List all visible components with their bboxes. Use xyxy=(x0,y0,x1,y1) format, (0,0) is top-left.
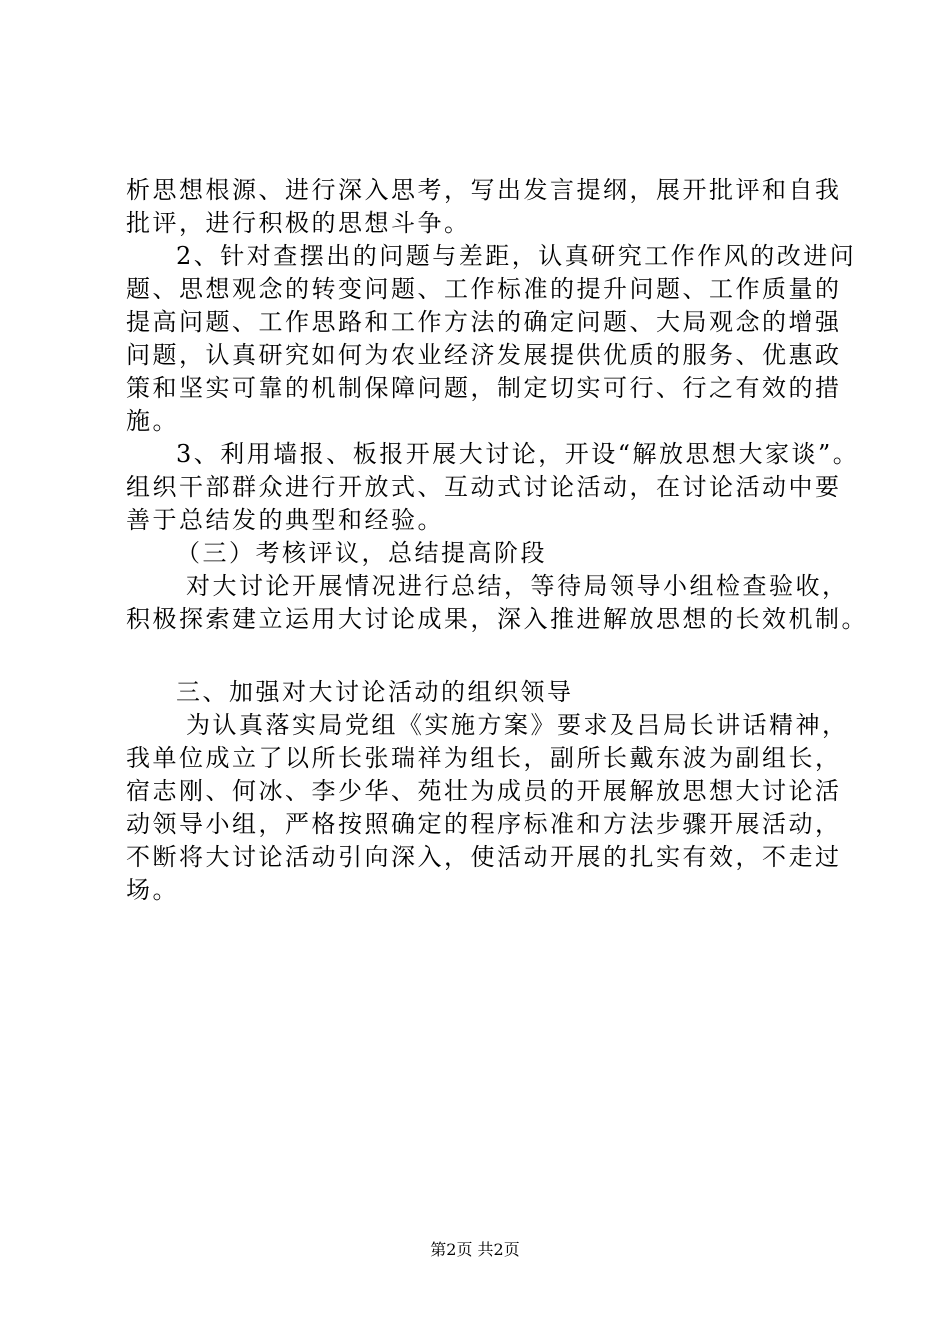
text-line: 场。 xyxy=(126,876,179,904)
document-body xyxy=(126,174,868,907)
text-line: 善于总结发的典型和经验。 xyxy=(126,506,444,534)
paragraph-start-line: 为认真落实局党组《实施方案》要求及吕局长讲话精神， xyxy=(186,711,849,739)
text-line: 动领导小组，严格按照确定的程序标准和方法步骤开展活动， xyxy=(126,810,842,838)
text-line: 组织干部群众进行开放式、互动式讨论活动，在讨论活动中要 xyxy=(126,473,842,501)
text-line: 批评，进行积极的思想斗争。 xyxy=(126,209,471,237)
text-line: 策和坚实可靠的机制保障问题，制定切实可行、行之有效的措 xyxy=(126,374,842,402)
text-line: 不断将大讨论活动引向深入，使活动开展的扎实有效，不走过 xyxy=(126,843,842,871)
text-line: 题、思想观念的转变问题、工作标准的提升问题、工作质量的 xyxy=(126,275,842,303)
section-heading: 三、加强对大讨论活动的组织领导 xyxy=(176,678,574,706)
text-line: 提高问题、工作思路和工作方法的确定问题、大局观念的增强 xyxy=(126,308,842,336)
text-line: 问题，认真研究如何为农业经济发展提供优质的服务、优惠政 xyxy=(126,341,842,369)
text-line: 宿志刚、何冰、李少华、苑壮为成员的开展解放思想大讨论活 xyxy=(126,777,842,805)
paragraph-start-line: 3、利用墙报、板报开展大讨论，开设“解放思想大家谈”。 xyxy=(176,440,860,468)
paragraph-spacer xyxy=(126,636,856,676)
paragraph-start-line: 2、针对查摆出的问题与差距，认真研究工作作风的改进问 xyxy=(176,242,857,270)
text-line: 积极探索建立运用大讨论成果，深入推进解放思想的长效机制。 xyxy=(126,605,868,633)
page-footer: 第2页 共2页 xyxy=(430,1240,520,1259)
text-line: 施。 xyxy=(126,407,179,435)
text-line: 析思想根源、进行深入思考，写出发言提纲，展开批评和自我 xyxy=(126,176,842,204)
section-heading: （三）考核评议，总结提高阶段 xyxy=(176,539,547,567)
paragraph-start-line: 对大讨论开展情况进行总结，等待局领导小组检查验收， xyxy=(186,572,849,600)
text-line: 我单位成立了以所长张瑞祥为组长，副所长戴东波为副组长， xyxy=(126,744,842,772)
